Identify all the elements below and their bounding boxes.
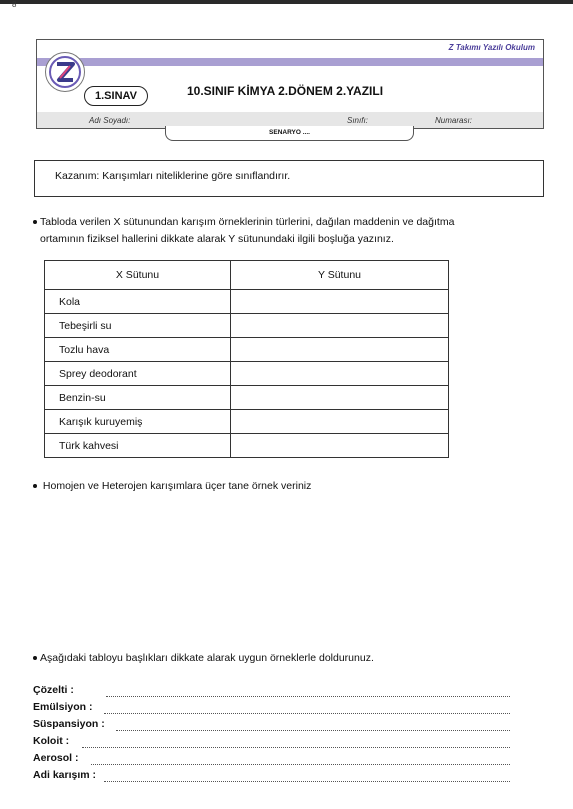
column-x-header: X Sütunu	[45, 261, 231, 290]
column-y-header: Y Sütunu	[231, 261, 449, 290]
x-cell: Karışık kuruyemiş	[45, 410, 231, 434]
page-corner-mark: 8	[12, 0, 17, 9]
y-answer-cell[interactable]	[231, 290, 449, 314]
question-2	[33, 478, 311, 495]
x-cell: Türk kahvesi	[45, 434, 231, 458]
question-1-line-2: ortamının fiziksel hallerini dikkate alarak Y sütunundaki ilgili boşluğa yazınız.	[40, 233, 394, 245]
fill-label-aerosol: Aerosol :	[33, 752, 79, 764]
exam-title: 10.SINIF KİMYA 2.DÖNEM 2.YAZILI	[187, 84, 384, 98]
exam-number-badge: 1.SINAV	[84, 86, 148, 106]
school-name: Z Takımı Yazılı Okulum	[448, 43, 535, 52]
exam-header	[36, 39, 544, 129]
question-3-text: Aşağıdaki tabloyu başlıkları dikkate alarak uygun örneklerle doldurunuz.	[40, 652, 374, 664]
y-answer-cell[interactable]	[231, 362, 449, 386]
x-cell: Tozlu hava	[45, 338, 231, 362]
y-answer-cell[interactable]	[231, 434, 449, 458]
table-row	[45, 314, 449, 338]
x-cell: Sprey deodorant	[45, 362, 231, 386]
table-row	[45, 338, 449, 362]
xy-table	[44, 260, 449, 458]
name-field-label: Adı Soyadı:	[89, 116, 131, 125]
table-row	[45, 290, 449, 314]
fill-label-suspansiyon: Süspansiyon :	[33, 718, 105, 730]
learning-outcome-box: Kazanım: Karışımları niteliklerine göre sınıflandırır.	[34, 160, 544, 197]
bullet-icon	[33, 484, 37, 488]
z-logo-icon	[45, 52, 85, 92]
x-cell: Kola	[45, 290, 231, 314]
answer-line[interactable]	[91, 764, 510, 765]
question-1-line-1: Tabloda verilen X sütunundan karışım örneklerinin türlerini, dağılan maddenin ve dağıtma	[40, 216, 455, 228]
x-cell: Tebeşirli su	[45, 314, 231, 338]
answer-line[interactable]	[116, 730, 510, 731]
bullet-icon	[33, 220, 37, 224]
x-cell: Benzin-su	[45, 386, 231, 410]
page-top-border	[0, 0, 573, 4]
table-row	[45, 410, 449, 434]
question-1	[33, 214, 454, 248]
table-row	[45, 386, 449, 410]
bullet-icon	[33, 656, 37, 660]
y-answer-cell[interactable]	[231, 410, 449, 434]
answer-line[interactable]	[104, 713, 510, 714]
table-row	[45, 434, 449, 458]
fill-label-emulsiyon: Emülsiyon :	[33, 701, 93, 713]
fill-label-adi-karisim: Adi karışım :	[33, 769, 97, 781]
table-row	[45, 362, 449, 386]
scenario-label: SENARYO ....	[165, 126, 414, 141]
fill-label-cozelti: Çözelti :	[33, 684, 74, 696]
y-answer-cell[interactable]	[231, 338, 449, 362]
answer-line[interactable]	[104, 781, 510, 782]
table-header-row	[45, 261, 449, 290]
answer-line[interactable]	[82, 747, 510, 748]
class-field-label: Sınıfı:	[347, 116, 368, 125]
question-2-text: Homojen ve Heterojen karışımlara üçer tane örnek veriniz	[42, 480, 312, 492]
header-purple-band	[37, 58, 543, 66]
y-answer-cell[interactable]	[231, 314, 449, 338]
number-field-label: Numarası:	[435, 116, 472, 125]
y-answer-cell[interactable]	[231, 386, 449, 410]
question-3	[33, 650, 374, 667]
answer-line[interactable]	[106, 696, 510, 697]
fill-label-koloit: Koloit :	[33, 735, 70, 747]
